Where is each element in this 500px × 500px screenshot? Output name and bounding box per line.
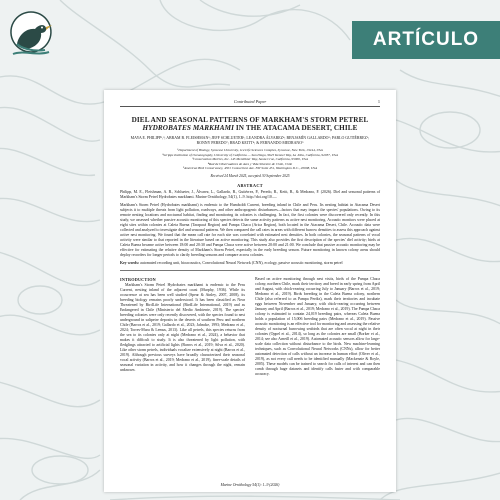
introduction-heading: INTRODUCTION xyxy=(120,276,156,282)
affiliations xyxy=(120,148,380,170)
affiliation-5: ⁵American Bird Conservancy, 4301 Connecticut Ave. NW Suite 451, Washington D.C., 20008, USA xyxy=(182,165,318,170)
bird-logo-icon xyxy=(9,10,53,60)
citation-text: Philipp, M. E., Fleishman, A. B., Schlueter, J., Álvarez, L., Gallardo, B., Gutiérrez, P., Peredo, R., Keitt, B., & Medrano, F. (2026). Diel and seasonal patterns of Markham's Storm Petrel Hydrobates markhami. Marine Ornithology, 54(1), 1–9. http://doi.org/10.— xyxy=(120,190,380,200)
keywords-label: Key words: xyxy=(120,260,140,265)
affiliation-3: ³Conservation Metrics, Inc. 145 McAllister Way, Santa Cruz, California, 95060, USA xyxy=(192,157,308,162)
abstract-text: Markham's Storm Petrel (Hydrobates markhami) is endemic to the Humboldt Current, breeding inland in Chile and Peru. Its nesting habitat in Atacama Desert subjects it to multiple threats from light pollution, roadways, and other anthropogenic disturbances—factors that may impact the species' populations. Owing to its remote nesting locations and nocturnal habitat, finding and monitoring its colonies is challenging. In fact, the first colonies were discovered only recently. In this study, we assessed whether passive acoustic monitoring of this species detects the same activity patterns as active nest monitoring. Acoustic monitors were placed at eight sites within colonies at Caleta Buena (Tarapacá Region) and Pampa Chaca (Arica Region), both located in the Atacama Desert, Chile. Acoustic data were collected and analyzed to investigate diel and seasonal patterns. We then compared the call rates in areas with different burrow densities to assess this approach against active nest monitoring. We found that the mean call rate for each site was correlated with estimated nest densities. In both colonies, the seasonal patterns of vocal activity were similar to that reported in the literature based on active monitoring. This study also provides the first description of the species' diel activity; birds at Caleta Buena became active between 18:00 and 20:30 and Pampa Chaca were active between 20:00 and 21:00. We conclude that passive acoustic monitoring may be effective for estimating the relative density of Markham's Storm Petrel, especially in the early breeding season. Future monitoring in known colony areas should deploy recorders for longer periods to clarify breeding seasons and compare across colonies. xyxy=(120,202,380,257)
article-badge-label: ARTÍCULO xyxy=(372,29,480,50)
keywords xyxy=(120,261,380,266)
paper-title xyxy=(120,116,380,133)
affiliation-2: ²Scripps Institution of Oceanography, University of California — San Diego, 9625 Kennel Way, La Jolla, California, 92037, USA xyxy=(162,152,338,157)
title-species-italic: HYDROBATES MARKHAMI xyxy=(142,123,235,132)
header-page-number: 1 xyxy=(377,99,380,104)
body-columns xyxy=(120,277,380,379)
paper-page xyxy=(104,90,396,492)
author-list: MAYA E. PHILIPP¹,²; ABRAM B. FLEISHMAN³; JEFF SCHLUETER¹; LEANDRA ÁLVAREZ⁴; BENJAMÍN GALLARDO⁵; PABLO GUTIÉRREZ⁶; RONNY PEREDO⁷; BRAD KEITT⁸; & FERNANDO MEDRANO⁹ xyxy=(130,136,370,146)
introduction-left-text: Markham's Storm Petrel Hydrobates markhami is endemic to the Peru Current, nesting inland of the adjacent coast (Murphy, 1936). While its occurrence at sea has been well studied (Spear & Ainley, 2007, 2008), its breeding biology remains poorly understood. It has been classified as Near Threatened by BirdLife International (BirdLife International, 2019) and as Endangered in Chile (Ministerio del Medio Ambiente, 2019). The species' breeding colonies were only recently discovered, with the species found to nest underground in saltpetre deposits in the deserts of southern Peru and northern Chile (Barros et al., 2019; Gallardo et al., 2023; Jahncke, 1993; Medrano et al., 2024; Torres-Mura & Lemus, 2013). Like all petrels, this species returns from the sea to its colonies only at night (Medrano et al., 2024), a behavior that makes it difficult to study. It is also threatened by light pollution, with fledglings attracted to artificial lights (Barros et al., 2019; Silva et al., 2020). Like other storm petrels, individuals vocalize extensively at night (Barros et al., 2019). Although previous surveys have broadly characterized their seasonal vocal activity (Barros et al., 2019; Medrano et al., 2019), finer-scale details of seasonal variation in activity, and how it changes through the night, remain unknown. xyxy=(120,283,245,373)
introduction-right-text: Based on active monitoring through nest visits, birds of the Pampa Chaca colony, northern Chile, mark their territory and breed in early spring from April and August, with chick-rearing occurring July to January (Barros et al., 2019; Medrano et al., 2019). Birds breeding in the Caleta Buena colony, northern Chile (also referred to as Pampa Perdiz), mark their territories and incubate eggs between November and January, with chick-rearing occurring between January and April (Barros et al., 2019; Medrano et al., 2019). The Pampa Chaca colony is estimated to contain 24,019 breeding pairs, whereas Caleta Buena holds a population of 15,006 breeding pairs (Medrano et al., 2019). Passive acoustic monitoring is an effective tool for monitoring and assessing the relative density of nocturnal burrowing seabirds that are often vocal at night in their colonies (Oppel et al., 2014), so long as the colonies are small (Borker et al., 2014; see also Arneill et al., 2019). Automated acoustic sensors allow for large-scale data collection without disturbance to the birds. New machine-learning techniques, such as Convolutional Neural Networks (CNNs), allow for better automated detection of calls without an increase in human effort (Oliver et al., 2019), as not every call needs to be identified manually (Mackenzie & Royle, 2005). These models can be trained to search for calls of interest and can then comb through huge datasets and identify calls faster and with comparable accuracy. xyxy=(255,276,380,376)
page-footer: Marine Ornithology 54(1): 1–9 (2026) xyxy=(220,483,280,487)
title-line-2-rest: IN THE ATACAMA DESERT, CHILE xyxy=(234,123,358,132)
title-line-1: DIEL AND SEASONAL PATTERNS OF MARKHAM'S STORM PETREL xyxy=(131,115,369,124)
affiliation-1: ¹Department of Biology, Syracuse University, 114 Life Sciences Complex, Syracuse, New York, 13244, USA xyxy=(177,148,323,153)
left-column xyxy=(120,277,245,379)
abstract-heading: ABSTRACT xyxy=(237,182,263,188)
keywords-text: automated recording unit, bioacoustics, Convolutional Neural Network (CNN), ecology, passive acoustic monitoring, storm petrel xyxy=(140,260,343,265)
right-column xyxy=(255,277,380,379)
article-badge xyxy=(352,21,500,59)
section-divider xyxy=(120,270,380,271)
title-line-2 xyxy=(120,124,380,132)
running-header xyxy=(120,99,380,107)
affiliation-4: ⁴Red de Observadores de Aves y Vida Silvestre de Chile, Chile xyxy=(207,161,293,166)
received-date: Received 24 March 2025, accepted 30 September 2025 xyxy=(210,173,290,178)
header-center: Contributed Paper xyxy=(233,99,267,104)
